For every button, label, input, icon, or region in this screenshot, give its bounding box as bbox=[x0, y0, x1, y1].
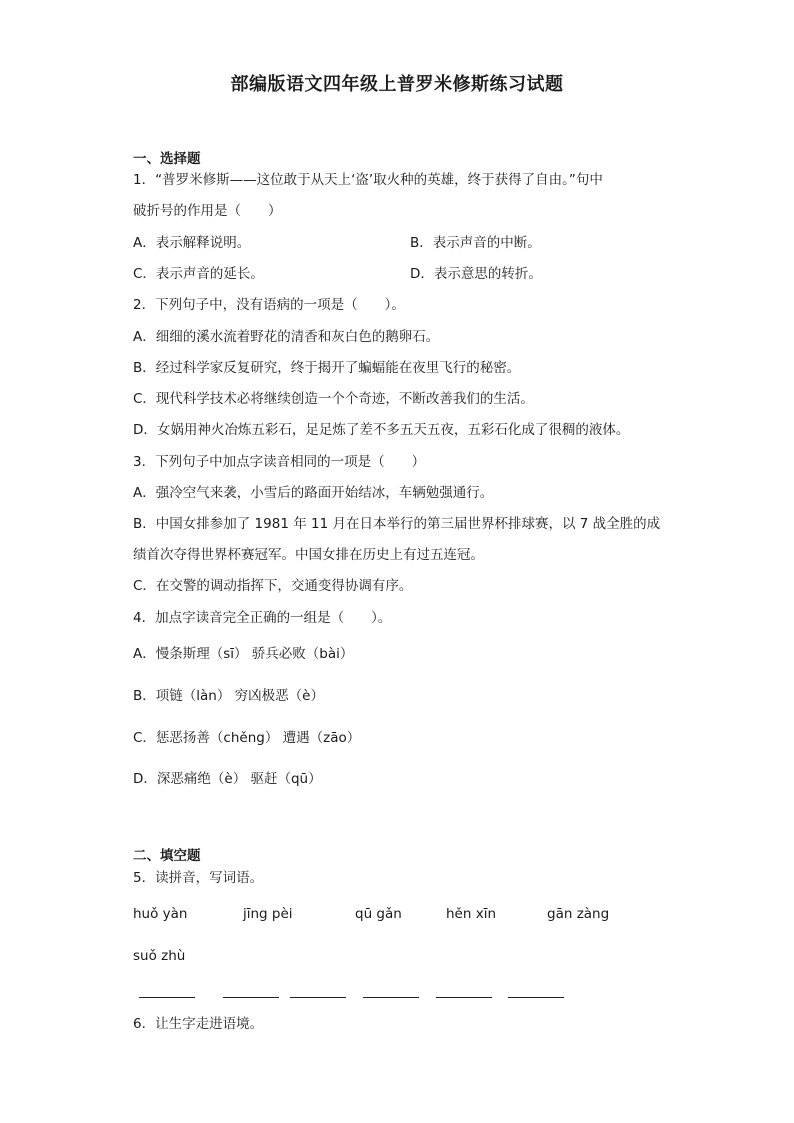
answer-blank[interactable] bbox=[223, 997, 279, 998]
question-1-stem-line1: 1．“普罗米修斯——这位敢于从天上‘盗’取火种的英雄，终于获得了自由。”句中 bbox=[133, 172, 603, 188]
question-4-stem: 4．加点字读音完全正确的一组是（ ）。 bbox=[133, 610, 392, 626]
section-heading-fill: 二、填空题 bbox=[133, 848, 201, 864]
question-1-option-b: B．表示声音的中断。 bbox=[410, 235, 541, 251]
question-3-option-a: A．强冷空气来袭，小雪后的路面开始结冰，车辆勉强通行。 bbox=[133, 485, 494, 501]
question-3-option-c: C．在交警的调动指挥下，交通变得协调有序。 bbox=[133, 578, 413, 594]
question-4-option-a: A．慢条斯理（sī） 骄兵必败（bài） bbox=[133, 646, 354, 662]
answer-blank[interactable] bbox=[508, 997, 564, 998]
question-5-stem: 5．读拼音，写词语。 bbox=[133, 870, 264, 886]
page-title: 部编版语文四年级上普罗米修斯练习试题 bbox=[230, 74, 564, 95]
question-4-option-b: B．项链（làn） 穷凶极恶（è） bbox=[133, 688, 324, 704]
question-2-option-d: D．女娲用神火冶炼五彩石，足足炼了差不多五天五夜，五彩石化成了很稠的液体。 bbox=[133, 422, 630, 438]
question-3-option-b-line1: B．中国女排参加了 1981 年 11 月在日本举行的第三届世界杯排球赛，以 7 战全胜的成 bbox=[133, 516, 661, 532]
question-1-stem-line2: 破折号的作用是（ ） bbox=[133, 203, 282, 219]
question-2-option-c: C．现代科学技术必将继续创造一个个奇迹，不断改善我们的生活。 bbox=[133, 391, 534, 407]
answer-blank[interactable] bbox=[436, 997, 492, 998]
pinyin-item: huǒ yàn bbox=[133, 906, 188, 922]
question-1-option-a: A．表示解释说明。 bbox=[133, 235, 251, 251]
pinyin-item: jīng pèi bbox=[243, 906, 293, 922]
question-2-option-b: B．经过科学家反复研究，终于揭开了蝙蝠能在夜里飞行的秘密。 bbox=[133, 360, 521, 376]
pinyin-item: suǒ zhù bbox=[133, 948, 186, 964]
question-2-stem: 2．下列句子中，没有语病的一项是（ ）。 bbox=[133, 297, 405, 313]
section-heading-choice: 一、选择题 bbox=[133, 151, 201, 167]
question-2-option-a: A．细细的溪水流着野花的清香和灰白色的鹅卵石。 bbox=[133, 329, 440, 345]
answer-blank[interactable] bbox=[363, 997, 419, 998]
pinyin-item: gān zàng bbox=[547, 906, 610, 922]
pinyin-item: hěn xīn bbox=[446, 906, 497, 922]
question-3-stem: 3．下列句子中加点字读音相同的一项是（ ） bbox=[133, 454, 426, 470]
question-4-option-c: C．惩恶扬善（chěng） 遭遇（zāo） bbox=[133, 730, 361, 746]
answer-blank[interactable] bbox=[290, 997, 346, 998]
pinyin-item: qū gǎn bbox=[355, 906, 402, 922]
answer-blank[interactable] bbox=[139, 997, 195, 998]
question-3-option-b-line2: 绩首次夺得世界杯赛冠军。中国女排在历史上有过五连冠。 bbox=[133, 547, 484, 563]
question-1-option-c: C．表示声音的延长。 bbox=[133, 266, 264, 282]
question-6-stem: 6．让生字走进语境。 bbox=[133, 1016, 264, 1032]
question-4-option-d: D．深恶痛绝（è） 驱赶（qū） bbox=[133, 771, 322, 787]
question-1-option-d: D．表示意思的转折。 bbox=[410, 266, 542, 282]
